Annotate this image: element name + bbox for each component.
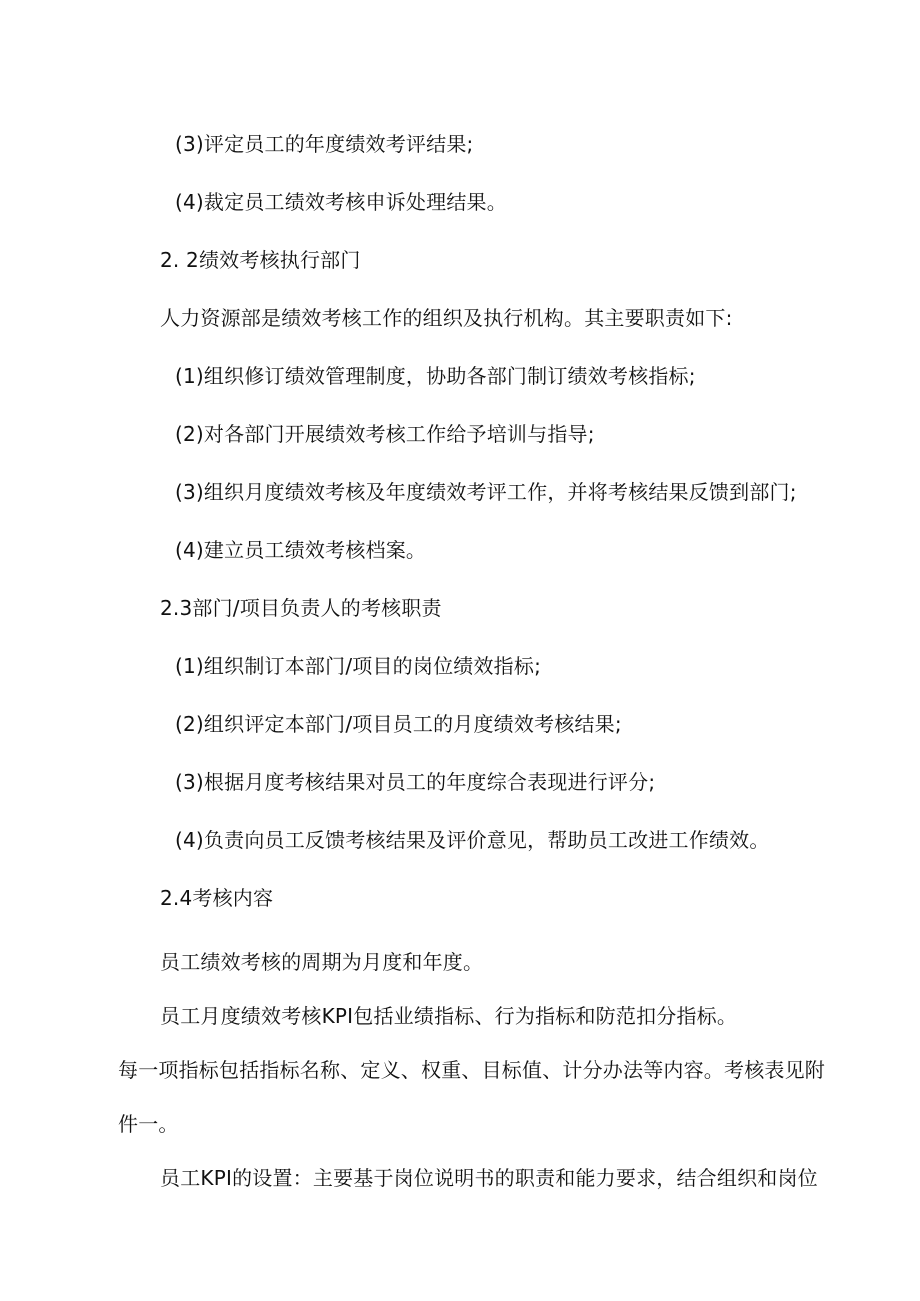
section-heading-2-2: 2. 2绩效考核执行部门 [160, 248, 361, 272]
duty-item-4: (4)裁定员工绩效考核申诉处理结果。 [175, 190, 507, 214]
duty-item-3: (3)评定员工的年度绩效考评结果; [175, 132, 474, 156]
hr-duty-item-3: (3)组织月度绩效考核及年度绩效考评工作，并将考核结果反馈到部门; [175, 480, 797, 504]
kpi-setting-paragraph: 员工KPI的设置：主要基于岗位说明书的职责和能力要求，结合组织和岗位 [160, 1166, 818, 1190]
manager-duty-item-2: (2)组织评定本部门/项目员工的月度绩效考核结果; [175, 712, 622, 736]
hr-duty-item-4: (4)建立员工绩效考核档案。 [175, 538, 427, 562]
indicator-paragraph-line-1: 每一项指标包括指标名称、定义、权重、目标值、计分办法等内容。考核表见附 [118, 1058, 825, 1082]
hr-duty-item-2: (2)对各部门开展绩效考核工作给予培训与指导; [175, 422, 595, 446]
section-heading-2-4: 2.4考核内容 [160, 886, 274, 910]
cycle-paragraph: 员工绩效考核的周期为月度和年度。 [160, 950, 484, 974]
hr-intro-paragraph: 人力资源部是绩效考核工作的组织及执行机构。其主要职责如下: [160, 306, 733, 330]
kpi-paragraph: 员工月度绩效考核KPI包括业绩指标、行为指标和防范扣分指标。 [160, 1004, 738, 1028]
manager-duty-item-1: (1)组织制订本部门/项目的岗位绩效指标; [175, 654, 542, 678]
section-heading-2-3: 2.3部门/项目负责人的考核职责 [160, 596, 442, 620]
manager-duty-item-3: (3)根据月度考核结果对员工的年度综合表现进行评分; [175, 770, 656, 794]
indicator-paragraph-line-2: 件一。 [118, 1112, 179, 1136]
manager-duty-item-4: (4)负责向员工反馈考核结果及评价意见，帮助员工改进工作绩效。 [175, 828, 770, 852]
hr-duty-item-1: (1)组织修订绩效管理制度，协助各部门制订绩效考核指标; [175, 364, 696, 388]
